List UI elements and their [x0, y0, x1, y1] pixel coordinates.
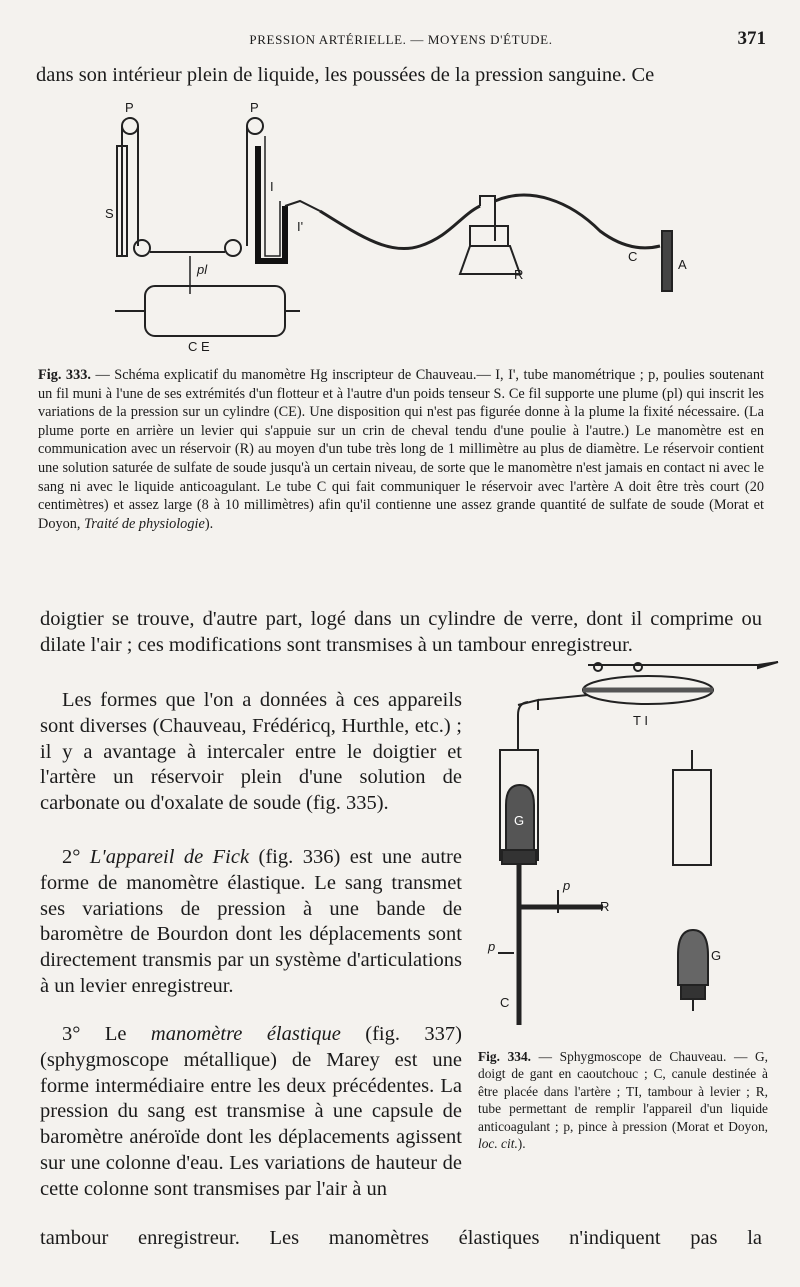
u-tube-mercury [258, 146, 285, 261]
label-a: A [678, 257, 687, 272]
bottom-line: tambour enregistreur. Les manomètres élastiques n'indiquent pas la [40, 1227, 762, 1249]
glass-tube-right [673, 770, 711, 865]
fig333-caption-cite: Traité de physiologie [84, 515, 205, 532]
artery-a [662, 231, 672, 291]
label-r: R [514, 267, 524, 282]
cylinder-ce [145, 286, 285, 336]
fick-title: L'appareil de Fick [89, 846, 250, 868]
label-plume: pl [197, 262, 208, 277]
fig334-caption-end: ). [517, 1136, 526, 1152]
fig334-caption-cite: loc. cit. [478, 1136, 518, 1152]
page-number: 371 [737, 28, 766, 49]
paragraph-fick [40, 845, 462, 1000]
fig333-caption-end: ). [204, 515, 214, 532]
tube-c [495, 195, 660, 248]
marey-body: (fig. 337) (sphygmoscope métallique) de Marey est une forme intermédiaire entre les deux précédentes. La pression du sang est transmise à une capsule de baromètre anéroïde dont les déplacements agissent sur une colonne d'eau. Les variations de hauteur de cette colonne sont transmises par l'air à un [40, 1023, 462, 1200]
paragraph-doigtier: doigtier se trouve, d'autre part, logé dans un cylindre de verre, dont il comprime ou dilate l'air ; ces modifications sont transmises à un tambour enregistreur. [40, 608, 762, 656]
paragraph-formes: Les formes que l'on a données à ces appareils sont diverses (Chauveau, Frédéricq, Hurthle, etc.) ; il y a avantage à intercaler entre le doigtier et l'artère un réservoir plein d'une solution de carbonate ou d'oxalate de soude (fig. 335). [40, 689, 462, 815]
fig333-caption-body: — Schéma explicatif du manomètre Hg inscripteur de Chauveau.— I, I', tube manométrique ; p, poulies soutenant un fil muni à l'une de ses extrémités d'un flotteur et à l'autre d'un poids tenseur S. Ce fil supporte une plume (pl) qui inscrit les variations de la pression sur un cylindre (CE). Une disposition qui n'est pas figurée donne à la plume la fixité nécessaire. (La plume porte en arrière un levier qui s'appuie sur un crin de cheval tendu d'une poulie à l'autre.) Le manomètre est en communication avec un réservoir (R) au moyen d'un tube très long de 1 millimètre au plus de diamètre. Le réservoir contient une solution saturée de sulfate de soude jusqu'à un certain niveau, de sorte que le manomètre n'est jamais en contact ni avec le sang ni avec le liquide anticoagulant. Le tube C qui fait communiquer le réservoir avec l'artère A doit être très court (20 centimètres) et assez large (8 à 10 millimètres) afin qu'il contienne une assez grande quantité de sulfate de soude (Morat et Doyon, [38, 367, 764, 532]
running-title: PRESSION ARTÉRIELLE. — MOYENS D'ÉTUDE. [249, 32, 553, 47]
figure-334-sphygmoscope [478, 655, 788, 1035]
top-line: dans son intérieur plein de liquide, les poussées de la pression sanguine. Ce [36, 64, 655, 86]
label-i: I [270, 179, 274, 194]
label-p-side: p [488, 939, 496, 954]
paragraph-marey [40, 1022, 462, 1203]
pulley-right-top [247, 118, 263, 134]
label-pulley-left: P [125, 100, 134, 115]
pulley-left-bottom [134, 240, 150, 256]
pulley-right-bottom [225, 240, 241, 256]
reservoir-r [470, 226, 508, 246]
marey-title: manomètre élastique [150, 1023, 341, 1045]
fick-number: 2° [62, 846, 90, 868]
label-c: C [628, 249, 638, 264]
page-header [36, 28, 766, 54]
fig334-caption-label: Fig. 334. [478, 1049, 532, 1064]
fig334-caption-body: — Sphygmoscope de Chauveau. — G, doigt de gant en caoutchouc ; C, canule destinée à être placée dans l'artère ; TI, tambour à levier ; R, tube permettant de remplir l'appareil d'un liquide anticoagulant ; p, pince à pression (Morat et Doyon, [478, 1049, 768, 1134]
label-r-334: R [600, 899, 610, 914]
marey-number: 3° Le [62, 1023, 151, 1045]
label-ti: T I [633, 713, 648, 728]
label-pulley-right: P [250, 100, 259, 115]
pulley-left-top [122, 118, 138, 134]
label-i-prime: I' [297, 219, 304, 234]
long-tube [320, 206, 480, 249]
label-p-top: p [563, 878, 571, 893]
fick-body: (fig. 336) est une autre forme de manomètre élastique. Le sang transmet ses variations de pression à une bande de baromètre de Bourdon dont les déplacements sont directement transmis par un système d'articulations à un levier enregistreur. [40, 846, 462, 997]
label-c-334: C [500, 995, 510, 1010]
figure-333-manometer [100, 96, 700, 358]
label-g2: G [711, 948, 722, 963]
label-ce: C E [188, 339, 210, 354]
figure-333-caption [38, 366, 764, 533]
fig333-caption-label: Fig. 333. [38, 367, 91, 383]
label-g: G [514, 813, 525, 828]
label-s: S [105, 206, 114, 221]
glove-right [678, 930, 708, 985]
figure-334-caption [478, 1048, 768, 1152]
